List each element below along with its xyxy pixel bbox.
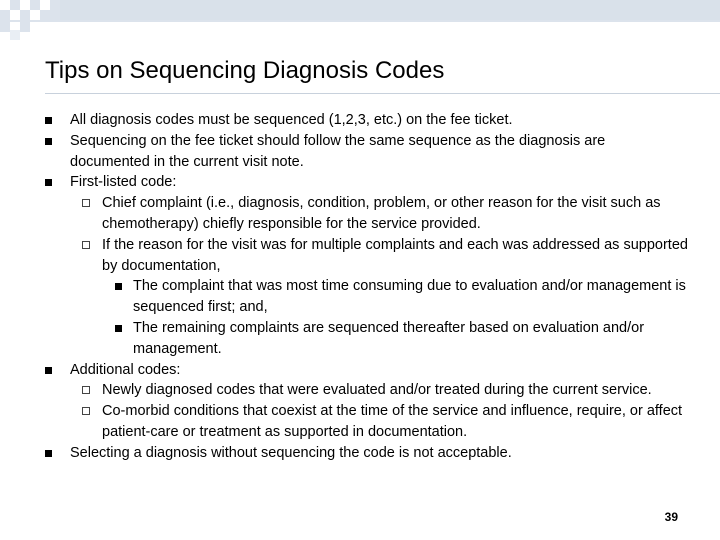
list-item-text: All diagnosis codes must be sequenced (1,2,3, etc.) on the fee ticket. — [70, 112, 513, 128]
sub-list-item — [0, 235, 720, 277]
list-item — [0, 110, 720, 131]
sub-sub-list-item — [0, 276, 720, 318]
list-item-text: If the reason for the visit was for multiple complaints and each was addressed as supported by documentation, — [102, 236, 688, 274]
square-bullet-icon — [45, 450, 52, 457]
square-bullet-icon — [115, 283, 122, 290]
hollow-square-bullet-icon — [82, 407, 90, 415]
hollow-square-bullet-icon — [82, 199, 90, 207]
list-item-text: The complaint that was most time consuming due to evaluation and/or management is sequenced first; and, — [133, 278, 686, 316]
list-item-text: Additional codes: — [70, 361, 181, 378]
title-divider — [45, 93, 720, 94]
square-bullet-icon — [45, 179, 52, 186]
square-bullet-icon — [45, 117, 52, 124]
list-item-text: Chief complaint (i.e., diagnosis, condition, problem, or other reason for the visit such as chemotherapy) chiefly responsible for the service provided. — [102, 195, 661, 232]
slide-title: Tips on Sequencing Diagnosis Codes — [45, 57, 445, 84]
list-item — [0, 131, 720, 173]
sub-list-item — [0, 401, 720, 443]
hollow-square-bullet-icon — [82, 386, 90, 394]
list-item — [0, 360, 720, 381]
list-item-text: Co-morbid conditions that coexist at the time of the service and influence, require, or affect patient-care or treatment as supported in documentation. — [102, 403, 683, 440]
square-bullet-icon — [115, 325, 122, 332]
hollow-square-bullet-icon — [82, 241, 90, 249]
bullet-list — [0, 110, 720, 464]
decorative-checker-banner — [0, 0, 720, 40]
sub-list-item — [0, 380, 720, 401]
list-item-text: Selecting a diagnosis without sequencing the code is not acceptable. — [70, 444, 512, 461]
sub-list-item — [0, 193, 720, 235]
square-bullet-icon — [45, 367, 52, 374]
list-item-text: First-listed code: — [70, 174, 177, 191]
page-number: 39 — [664, 510, 678, 524]
list-item-text: The remaining complaints are sequenced thereafter based on evaluation and/or management. — [133, 319, 645, 357]
list-item — [0, 443, 720, 464]
list-item-text: Sequencing on the fee ticket should follow the same sequence as the diagnosis are documented in the current visit note. — [70, 132, 606, 170]
list-item — [0, 172, 720, 193]
square-bullet-icon — [45, 138, 52, 145]
list-item-text: Newly diagnosed codes that were evaluated and/or treated during the current service. — [102, 382, 652, 399]
sub-sub-list-item — [0, 318, 720, 360]
